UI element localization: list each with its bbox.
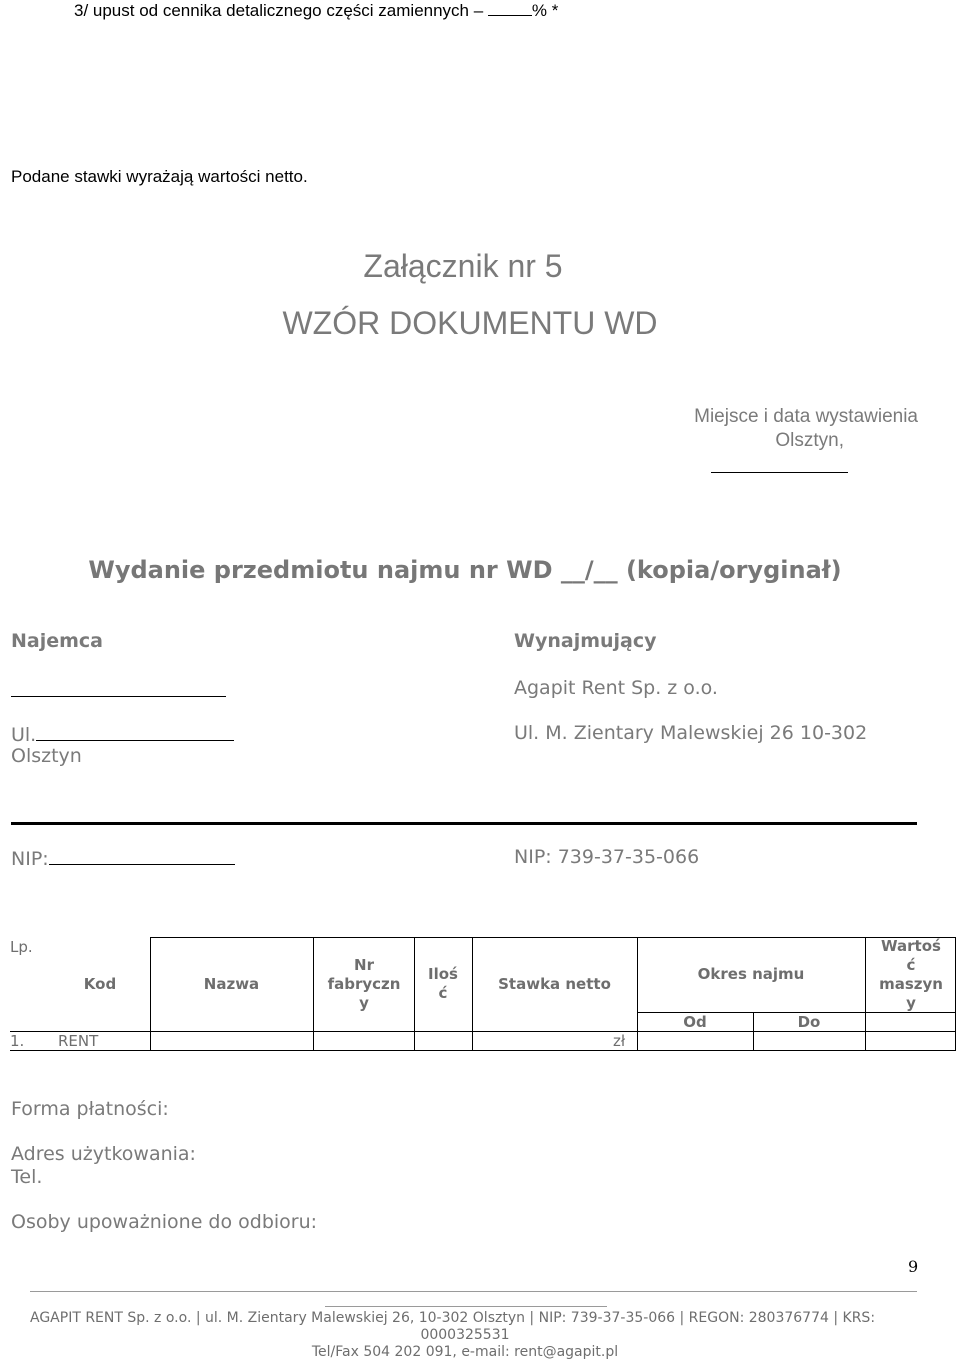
- discount-line-suffix: % *: [531, 1, 559, 20]
- tenant-street-blank: [36, 722, 234, 741]
- discount-line-prefix: 3/ upust od cennika detalicznego części zamiennych –: [74, 1, 484, 20]
- usage-address-label: Adres użytkowania:: [11, 1143, 196, 1165]
- issue-heading: Wydanie przedmiotu najmu nr WD __/__ (kopia/oryginał): [88, 556, 842, 584]
- tenant-street-prefix: Ul.: [11, 724, 37, 746]
- lessor-address: Ul. M. Zientary Malewskiej 26 10-302: [514, 722, 868, 744]
- tenant-label: Najemca: [11, 630, 104, 652]
- col-kod-header: Kod: [83, 975, 117, 993]
- place-date-city: Olsztyn,: [775, 430, 844, 451]
- col-ilosc-header: Iloś ć: [428, 965, 458, 1002]
- page-number: 9: [908, 1257, 919, 1276]
- col-nazwa-header: Nazwa: [203, 975, 260, 993]
- date-underline: [711, 472, 848, 473]
- discount-line: [74, 1, 558, 21]
- rental-table: [10, 937, 956, 1051]
- phone-label: Tel.: [11, 1166, 43, 1188]
- col-stawka-header: Stawka netto: [498, 975, 611, 993]
- tenant-street: [11, 722, 234, 746]
- place-date-label: Miejsce i data wystawienia: [694, 406, 918, 427]
- row1-stawka-unit: zł: [613, 1032, 626, 1050]
- lessor-nip: NIP: 739-37-35-066: [514, 846, 700, 868]
- tenant-nip: [11, 846, 235, 870]
- row1-kod: RENT: [58, 1032, 99, 1050]
- lessor-company: Agapit Rent Sp. z o.o.: [514, 677, 718, 699]
- footer-line3: Tel/Fax 504 202 091, e-mail: rent@agapit.pl: [311, 1344, 619, 1360]
- tenant-name-line: [11, 696, 226, 697]
- footer-short-rule: [325, 1306, 607, 1307]
- tenant-city: Olsztyn: [11, 745, 82, 767]
- attachment-title: Załącznik nr 5: [363, 248, 563, 284]
- tenant-nip-prefix: NIP:: [11, 848, 49, 870]
- col-nr-fabryczny-header: Nr fabryczn y: [327, 956, 401, 1012]
- col-do-header: Do: [797, 1013, 821, 1031]
- row1-lp: 1.: [10, 1032, 25, 1050]
- discount-blank: [488, 1, 532, 16]
- tenant-nip-blank: [49, 846, 235, 865]
- col-okres-header: Okres najmu: [697, 965, 805, 983]
- document-title: WZÓR DOKUMENTU WD: [282, 305, 658, 341]
- lessor-label: Wynajmujący: [514, 630, 657, 652]
- net-note: Podane stawki wyrażają wartości netto.: [11, 167, 308, 186]
- footer-rule: [30, 1291, 917, 1292]
- footer-line2: 0000325531: [420, 1327, 510, 1343]
- col-wartosc-header: Wartoś ć maszyn y: [879, 937, 943, 1012]
- footer-line1: AGAPIT RENT Sp. z o.o. | ul. M. Zientary Malewskiej 26, 10-302 Olsztyn | NIP: 739-37-35-066 | REGON: 280376774 | KRS:: [30, 1310, 876, 1326]
- payment-label: Forma płatności:: [11, 1098, 169, 1120]
- separator-rule: [11, 822, 917, 825]
- col-lp-header: Lp.: [10, 938, 33, 956]
- col-od-header: Od: [683, 1013, 707, 1031]
- authorized-persons-label: Osoby upoważnione do odbioru:: [11, 1211, 318, 1233]
